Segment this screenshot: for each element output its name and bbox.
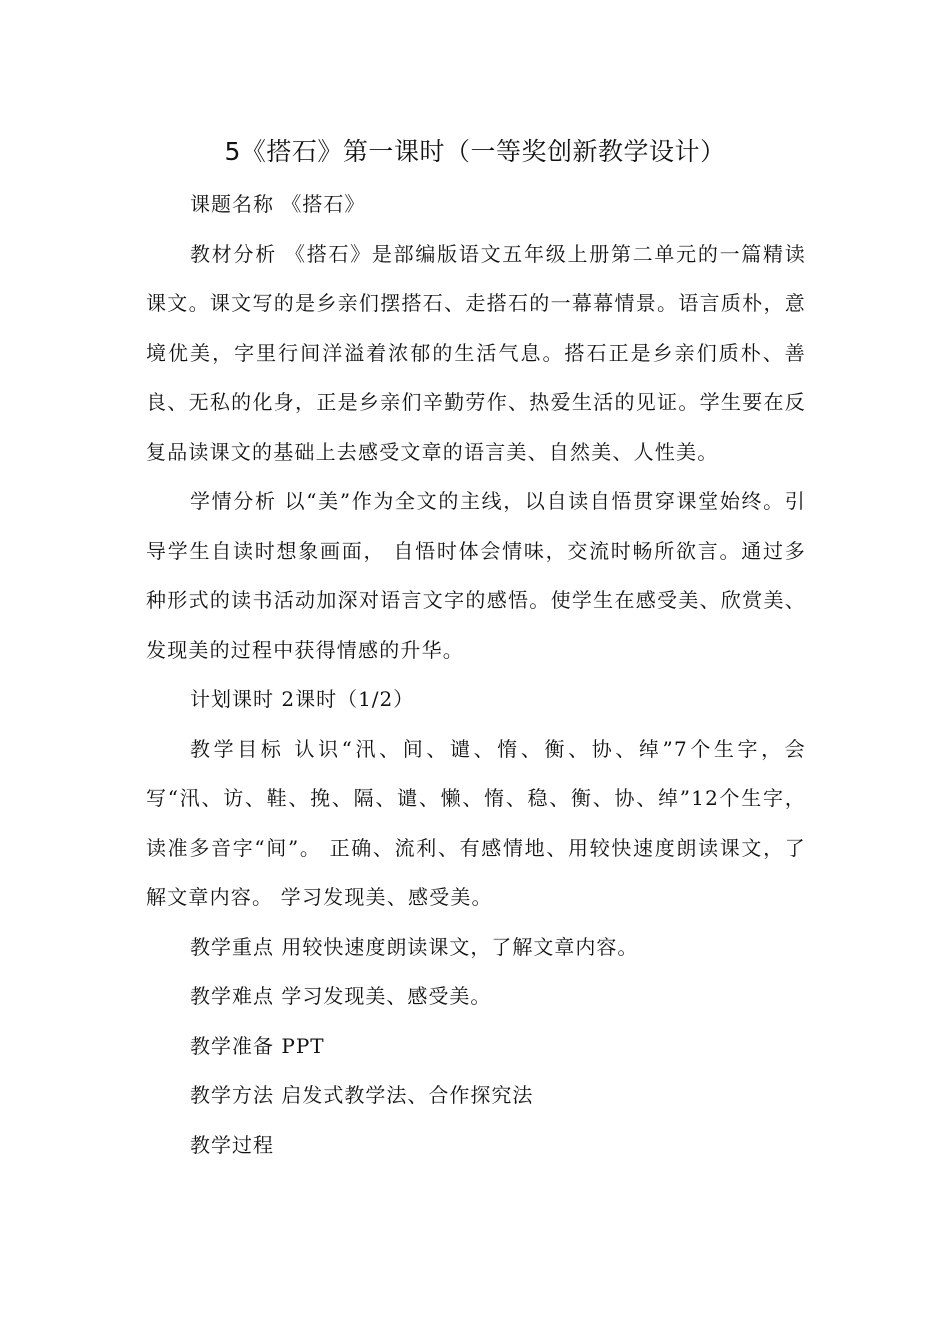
paragraph-teaching-process: 教学过程 bbox=[190, 1132, 274, 1157]
paragraph-teaching-methods: 教学方法 启发式教学法、合作探究法 bbox=[190, 1083, 534, 1107]
paragraph-teaching-goals: 教学目标 认识“汛、间、谴、惰、衡、协、绰”7个生字，会写“汛、访、鞋、挽、隔、谴、懒、惰、稳、衡、协、绰”12个生字，读准多音字“间”。 正确、流利、有感情地、用较快速度朗读课文，了解文章内容。 学习发现美、感受美。 bbox=[146, 736, 806, 909]
paragraph-teaching-difficulty: 教学难点 学习发现美、感受美。 bbox=[190, 984, 492, 1008]
paragraph-planned-hours: 计划课时 2课时（1/2） bbox=[190, 687, 415, 711]
paragraph-teaching-focus: 教学重点 用较快速度朗读课文，了解文章内容。 bbox=[190, 934, 639, 959]
paragraph-lesson-name: 课题名称 《搭石》 bbox=[190, 192, 366, 216]
paragraph-teaching-preparation: 教学准备 PPT bbox=[190, 1033, 325, 1058]
document-title: 5《搭石》第一课时（一等奖创新教学设计） bbox=[224, 137, 726, 166]
document-body bbox=[146, 180, 806, 1170]
paragraph-textbook-analysis: 教材分析 《搭石》是部编版语文五年级上册第二单元的一篇精读课文。课文写的是乡亲们摆搭石、走搭石的一幕幕情景。语言质朴，意境优美，字里行间洋溢着浓郁的生活气息。搭石正是乡亲们质朴、善良、无私的化身，正是乡亲们辛勤劳作、热爱生活的见证。学生要在反复品读课文的基础上去感受文章的语言美、自然美、人性美。 bbox=[146, 241, 806, 464]
paragraph-student-analysis: 学情分析 以“美”作为全文的主线，以自读自悟贯穿课堂始终。引导学生自读时想象画面， 自悟时体会情味，交流时畅所欲言。通过多种形式的读书活动加深对语言文字的感悟。使学生在感受美、欣赏美、发现美的过程中获得情感的升华。 bbox=[146, 489, 806, 662]
